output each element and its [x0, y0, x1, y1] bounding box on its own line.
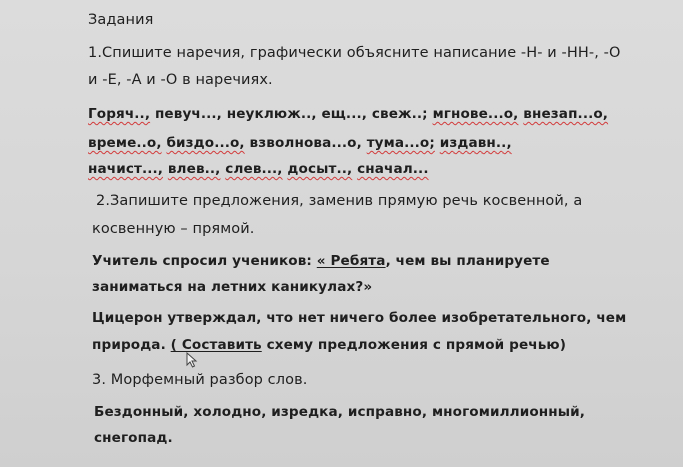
- word: мгнове...о,: [432, 106, 519, 122]
- word: ещ...,: [321, 106, 367, 122]
- page-title: Задания: [88, 12, 154, 28]
- word: неуклюж..,: [226, 106, 317, 122]
- task1-words-line1: [88, 106, 608, 122]
- task2-sentence1-line2: заниматься на летних каникулах?»: [92, 279, 373, 295]
- task3-words-line2: снегопад.: [94, 430, 173, 446]
- sentence-part: Учитель спросил учеников:: [92, 253, 317, 269]
- word: тума...о;: [366, 135, 435, 151]
- word: слев...,: [225, 161, 283, 177]
- word: Горяч..,: [88, 106, 151, 122]
- quoted-word: « Ребята: [316, 253, 386, 269]
- sentence-part: схему предложения с прямой речью): [261, 337, 567, 353]
- word: начист...,: [88, 161, 164, 177]
- task2-sentence2-line2: [92, 337, 566, 353]
- mouse-cursor-icon: [186, 352, 198, 368]
- word: досыт..,: [287, 161, 353, 177]
- task3-heading: 3. Морфемный разбор слов.: [92, 372, 308, 388]
- task1-heading-line1: 1.Спишите наречия, графически объясните написание -Н- и -НН-, -О: [88, 45, 621, 61]
- word: биздо...о,: [166, 135, 245, 151]
- task2-sentence2-line1: Цицерон утверждал, что нет ничего более изобретательного, чем: [92, 310, 627, 326]
- word: влев..,: [167, 161, 221, 177]
- task1-heading-line2: и -Е, -А и -О в наречиях.: [88, 72, 273, 88]
- sentence-part: , чем вы планируете: [385, 253, 550, 269]
- task2-heading-line1: 2.Запишите предложения, заменив прямую речь косвенной, а: [96, 193, 583, 209]
- task3-words-line1: Бездонный, холодно, изредка, исправно, многомиллионный,: [94, 404, 586, 420]
- word: внезап...о,: [523, 106, 609, 122]
- task2-heading-line2: косвенную – прямой.: [92, 221, 255, 237]
- word: взволнова...о,: [249, 135, 362, 151]
- word: издавн..,: [439, 135, 512, 151]
- word: сначал...: [357, 161, 429, 177]
- word: свеж..;: [371, 106, 428, 122]
- instruction-part: ( Составить: [170, 337, 262, 353]
- task2-sentence1-line1: [92, 253, 550, 269]
- word: време..о,: [88, 135, 162, 151]
- task1-words-line3: [88, 161, 429, 177]
- word: певуч...,: [154, 106, 222, 122]
- sentence-part: природа.: [92, 337, 171, 353]
- task1-words-line2: [88, 135, 512, 151]
